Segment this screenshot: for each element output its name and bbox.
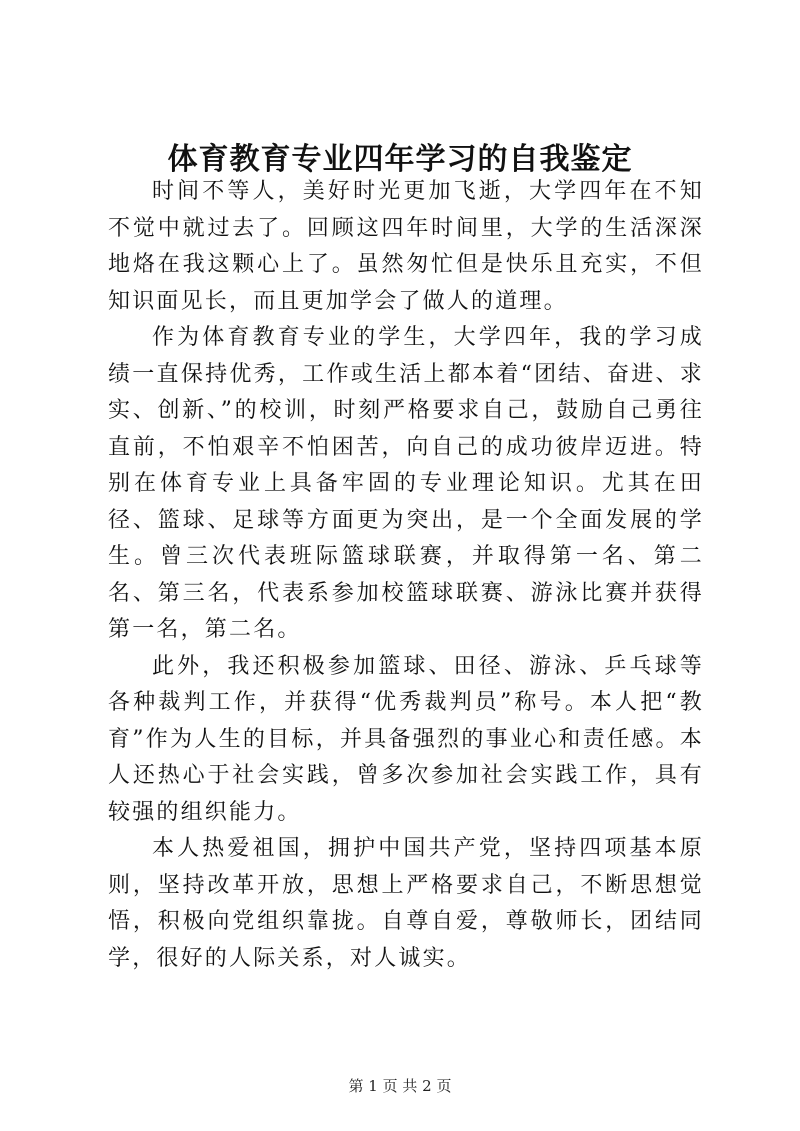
- document-body: [108, 174, 704, 977]
- paragraph-3: 此外，我还积极参加篮球、田径、游泳、乒乓球等各种裁判工作，并获得“优秀裁判员”称号。本人把“教育”作为人生的目标，并具备强烈的事业心和责任感。本人还热心于社会实践，曾多次参加社会实践工作，具有较强的组织能力。: [108, 653, 704, 825]
- page-footer: 第 1 页 共 2 页: [348, 1077, 452, 1095]
- document-title: 体育教育专业四年学习的自我鉴定: [167, 142, 633, 177]
- paragraph-2: 作为体育教育专业的学生，大学四年，我的学习成绩一直保持优秀，工作或生活上都本着“团结、奋进、求实、创新、”的校训，时刻严格要求自己，鼓励自己勇往直前，不怕艰辛不怕困苦，向自己的成功彼岸迈进。特别在体育专业上具备牢固的专业理论知识。尤其在田径、篮球、足球等方面更为突出，是一个全面发展的学生。曾三次代表班际篮球联赛，并取得第一名、第二名、第三名，代表系参加校篮球联赛、游泳比赛并获得第一名，第二名。: [108, 325, 704, 642]
- paragraph-4: 本人热爱祖国，拥护中国共产党，坚持四项基本原则，坚持改革开放，思想上严格要求自己，不断思想觉悟，积极向党组织靠拢。自尊自爱，尊敬师长，团结同学，很好的人际关系，对人诚实。: [108, 836, 704, 971]
- paragraph-1: 时间不等人，美好时光更加飞逝，大学四年在不知不觉中就过去了。回顾这四年时间里，大学的生活深深地烙在我这颗心上了。虽然匆忙但是快乐且充实，不但知识面见长，而且更加学会了做人的道理。: [108, 179, 704, 314]
